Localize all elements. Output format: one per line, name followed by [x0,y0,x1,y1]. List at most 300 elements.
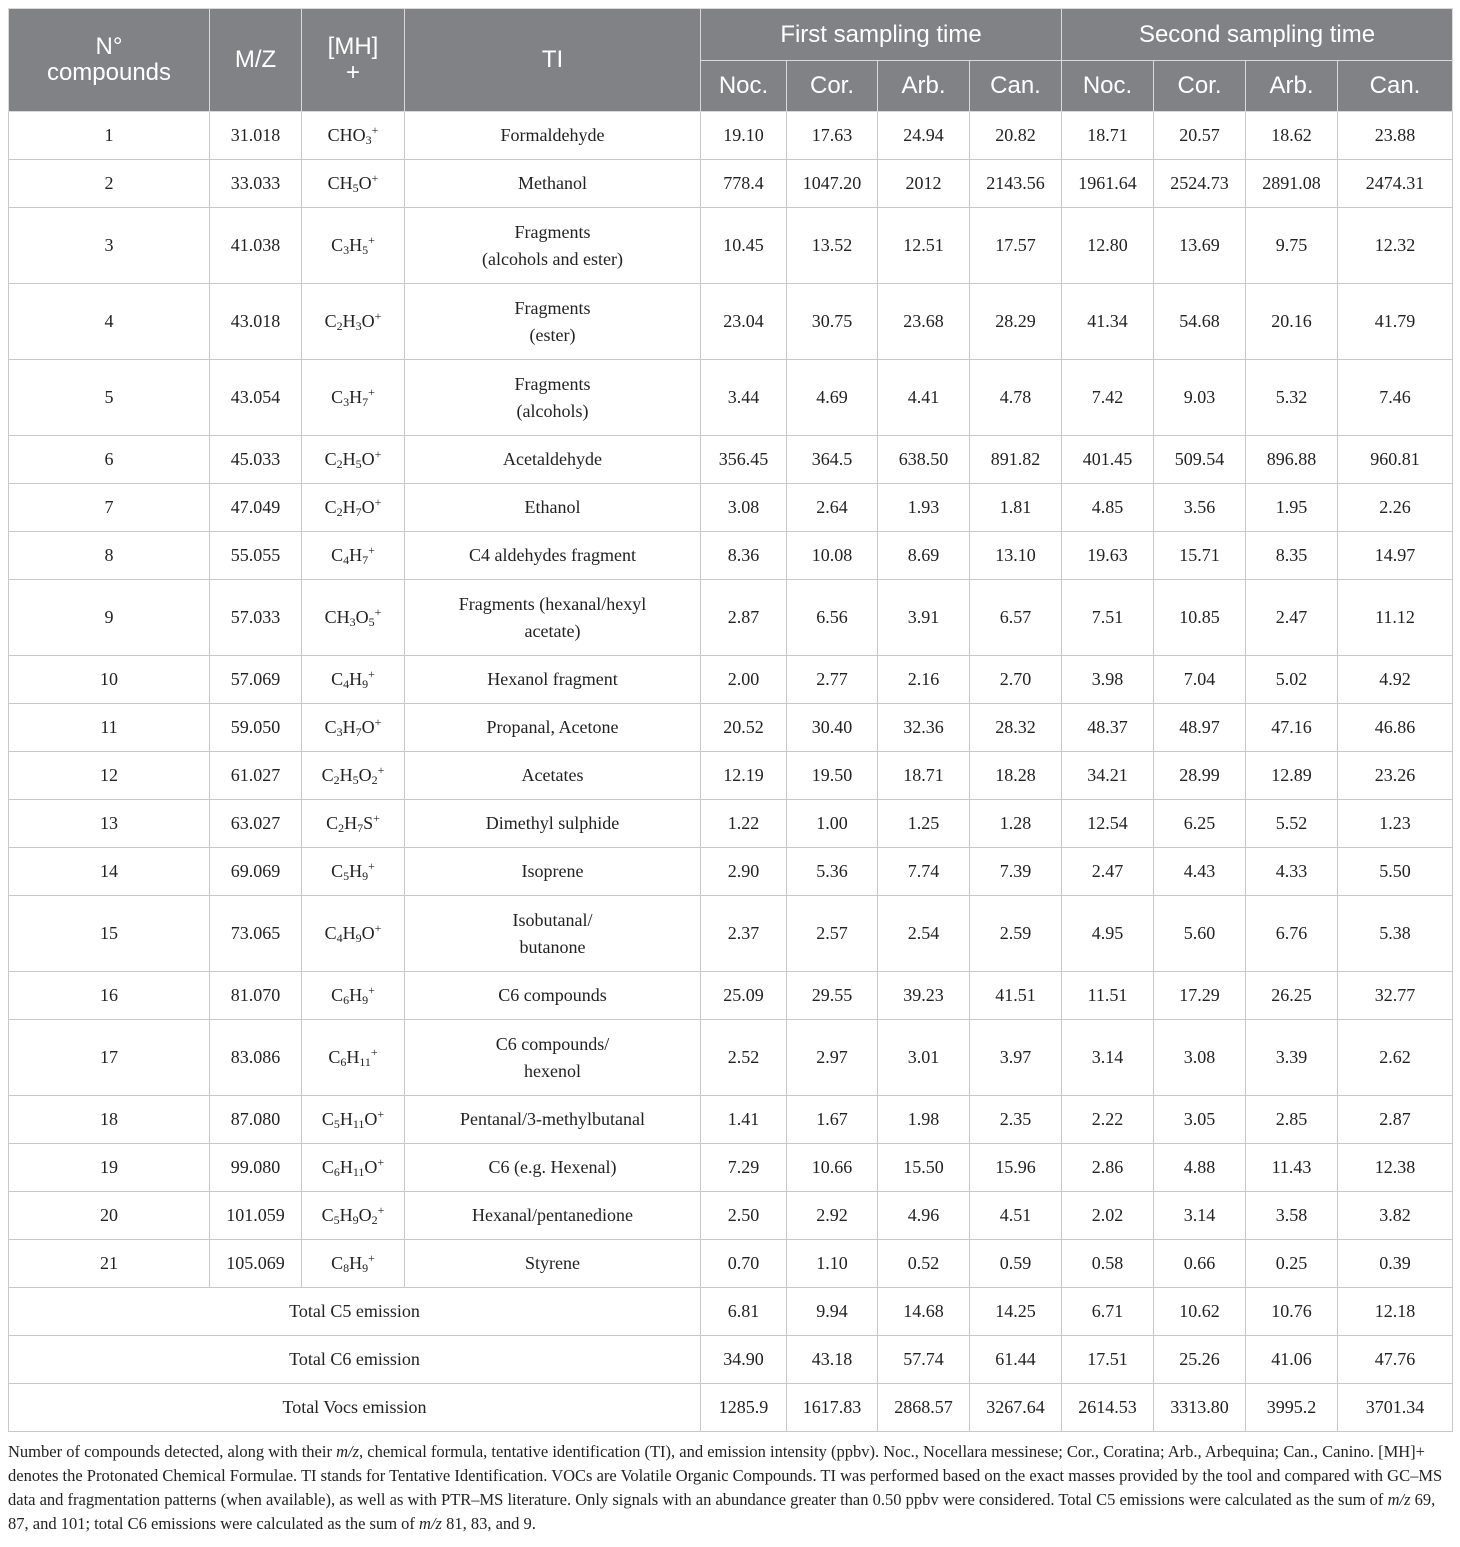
formula-charge: + [368,667,375,681]
emission-value-cell: 4.95 [1062,896,1154,972]
total-value-cell: 3995.2 [1246,1384,1338,1432]
table-row [9,532,1453,580]
formula-part: C [331,669,344,689]
emission-value-cell: 20.82 [970,112,1062,160]
emission-value-cell: 2524.73 [1154,160,1246,208]
formula-part: H [342,449,356,469]
header-cultivar: Noc. [1062,61,1154,112]
emission-value-cell: 17.63 [787,112,878,160]
emission-value-cell: 1.98 [878,1096,970,1144]
table-row [9,972,1453,1020]
mz-cell: 69.069 [210,848,302,896]
footnote-text: , chemical formula, tentative identification (TI), and emission intensity (ppbv). Noc., Nocellara messinese; Cor., Coratina; Arb., Arbequina; Can., Canino. [MH]+ denotes the Protonated Chemical Formulae. TI stands for Tentative Identification. VOCs are Volatile Organic Compounds. TI was performed based on the exact masses provided by the tool and compared with GC–MS data and fragmentation patterns (when available), as well as with PTR–MS literature. Only signals with an abundance greater than 0.50 ppbv were considered. Total C5 emissions were calculated as the sum of [8,1442,1443,1509]
formula-part: H [339,1205,353,1225]
ti-line: Propanal, Acetone [486,717,619,737]
header-cultivar: Cor. [787,61,878,112]
emission-value-cell: 12.80 [1062,208,1154,284]
emission-value-cell: 5.02 [1246,656,1338,704]
formula-part: C [324,923,337,943]
mz-cell: 33.033 [210,160,302,208]
ti-cell [405,580,701,656]
formula-part: H [339,1109,353,1129]
table-row [9,656,1453,704]
table-row [9,436,1453,484]
emission-value-cell: 3.58 [1246,1192,1338,1240]
emission-value-cell: 39.23 [878,972,970,1020]
formula-charge: + [374,447,382,461]
emission-value-cell: 3.82 [1338,1192,1453,1240]
emission-value-cell: 4.78 [970,360,1062,436]
emission-value-cell: 26.25 [1246,972,1338,1020]
ti-cell [405,160,701,208]
mz-cell: 55.055 [210,532,302,580]
formula-subscript: 5 [368,615,375,629]
emission-value-cell: 891.82 [970,436,1062,484]
emission-value-cell: 2.54 [878,896,970,972]
formula-subscript: 2 [371,773,378,787]
emission-value-cell: 15.96 [970,1144,1062,1192]
mz-cell: 99.080 [210,1144,302,1192]
emission-value-cell: 23.04 [701,284,787,360]
emission-value-cell: 18.28 [970,752,1062,800]
formula-cell [302,484,405,532]
compound-number-cell: 12 [9,752,210,800]
mz-cell: 43.054 [210,360,302,436]
emission-value-cell: 2.90 [701,848,787,896]
formula-part: C [331,545,344,565]
total-value-cell: 3701.34 [1338,1384,1453,1432]
formula-part: C [331,985,344,1005]
total-value-cell: 14.68 [878,1288,970,1336]
emission-value-cell: 41.51 [970,972,1062,1020]
footnote-italic: m/z [1387,1490,1411,1509]
emission-value-cell: 10.08 [787,532,878,580]
formula-cell [302,1096,405,1144]
emission-value-cell: 23.88 [1338,112,1453,160]
formula-part: C [331,861,344,881]
formula-part: O [361,923,375,943]
formula-subscript: 9 [362,869,369,883]
total-label: Total Vocs emission [9,1384,701,1432]
table-header [9,9,1453,112]
ti-cell [405,656,701,704]
formula-subscript: 7 [362,395,369,409]
ti-cell [405,1192,701,1240]
ti-line: Styrene [525,1253,580,1273]
mz-cell: 59.050 [210,704,302,752]
emission-value-cell: 3.08 [701,484,787,532]
total-value-cell: 12.18 [1338,1288,1453,1336]
total-value-cell: 25.26 [1154,1336,1246,1384]
formula-part: C [321,765,334,785]
emission-value-cell: 2.22 [1062,1096,1154,1144]
ti-line: Methanol [518,173,587,193]
formula-part: H [346,1047,360,1067]
compound-number-cell: 1 [9,112,210,160]
emission-value-cell: 23.68 [878,284,970,360]
emission-value-cell: 2891.08 [1246,160,1338,208]
formula-subscript: 7 [362,553,369,567]
ti-cell [405,112,701,160]
formula-charge: + [377,763,385,777]
emission-value-cell: 8.69 [878,532,970,580]
table-row [9,1144,1453,1192]
emission-value-cell: 2.50 [701,1192,787,1240]
ti-cell [405,896,701,972]
formula-charge: + [377,1107,385,1121]
total-value-cell: 14.25 [970,1288,1062,1336]
emission-value-cell: 2.62 [1338,1020,1453,1096]
emission-value-cell: 9.03 [1154,360,1246,436]
total-value-cell: 1285.9 [701,1384,787,1432]
total-value-cell: 17.51 [1062,1336,1154,1384]
formula-subscript: 5 [352,181,359,195]
emission-value-cell: 4.92 [1338,656,1453,704]
header-first-sampling: First sampling time [701,9,1062,61]
header-cultivar: Can. [1338,61,1453,112]
formula-subscript: 5 [343,869,350,883]
formula-charge: + [368,1251,375,1265]
emission-value-cell: 6.76 [1246,896,1338,972]
formula-subscript: 3 [365,133,372,147]
formula-part: H [344,813,358,833]
emission-value-cell: 46.86 [1338,704,1453,752]
ti-line: Pentanal/3-methylbutanal [460,1109,645,1129]
formula-cell [302,656,405,704]
emission-value-cell: 48.97 [1154,704,1246,752]
emission-value-cell: 1.95 [1246,484,1338,532]
formula-cell [302,1020,405,1096]
header-ti: TI [405,9,701,112]
mz-cell: 43.018 [210,284,302,360]
total-value-cell: 6.71 [1062,1288,1154,1336]
formula-charge: + [370,1045,378,1059]
emission-value-cell: 3.98 [1062,656,1154,704]
emission-value-cell: 11.51 [1062,972,1154,1020]
ti-cell [405,532,701,580]
ti-cell [405,800,701,848]
emission-value-cell: 1.00 [787,800,878,848]
emission-value-cell: 3.91 [878,580,970,656]
formula-cell [302,160,405,208]
ti-cell [405,208,701,284]
mz-cell: 57.033 [210,580,302,656]
compound-number-cell: 17 [9,1020,210,1096]
formula-charge: + [377,1155,385,1169]
emission-value-cell: 7.74 [878,848,970,896]
emission-value-cell: 7.39 [970,848,1062,896]
formula-subscript: 4 [343,553,350,567]
emission-value-cell: 401.45 [1062,436,1154,484]
mz-cell: 105.069 [210,1240,302,1288]
ti-line: (ester) [529,324,576,345]
table-row [9,360,1453,436]
emission-value-cell: 2.47 [1062,848,1154,896]
emission-value-cell: 6.56 [787,580,878,656]
formula-part: H [342,923,356,943]
emission-value-cell: 1.81 [970,484,1062,532]
total-value-cell: 2614.53 [1062,1384,1154,1432]
formula-subscript: 2 [333,773,340,787]
ti-cell [405,848,701,896]
emission-value-cell: 32.77 [1338,972,1453,1020]
compound-number-cell: 3 [9,208,210,284]
emission-value-cell: 34.21 [1062,752,1154,800]
emission-value-cell: 7.51 [1062,580,1154,656]
formula-charge: + [368,385,375,399]
formula-part: C [326,813,339,833]
formula-subscript: 3 [343,243,350,257]
ti-cell [405,972,701,1020]
compound-number-cell: 13 [9,800,210,848]
header-mh: [MH] + [302,9,405,112]
formula-charge: + [374,495,382,509]
emission-value-cell: 4.88 [1154,1144,1246,1192]
emission-value-cell: 2.77 [787,656,878,704]
formula-subscript: 11 [352,1165,365,1179]
ti-line: Hexanal/pentanedione [472,1205,633,1225]
ti-line: C6 (e.g. Hexenal) [488,1157,617,1177]
header-cultivar: Arb. [1246,61,1338,112]
mz-cell: 87.080 [210,1096,302,1144]
ti-line: C6 compounds/ [495,1033,610,1054]
compound-number-cell: 18 [9,1096,210,1144]
voc-table [8,8,1453,1432]
emission-value-cell: 30.75 [787,284,878,360]
emission-value-cell: 7.42 [1062,360,1154,436]
formula-part: H [339,765,353,785]
formula-part: O [361,311,375,331]
ti-line: C6 compounds [498,985,607,1005]
ti-line: Ethanol [524,497,581,517]
formula-part: C [321,1205,334,1225]
formula-cell [302,208,405,284]
formula-subscript: 4 [343,677,350,691]
emission-value-cell: 17.29 [1154,972,1246,1020]
formula-subscript: 7 [355,505,362,519]
ti-line: (alcohols) [516,400,589,421]
formula-charge: + [371,123,379,137]
ti-line: Hexanol fragment [487,669,618,689]
ti-cell [405,284,701,360]
formula-subscript: 9 [355,931,362,945]
ti-line: Formaldehyde [500,125,605,145]
emission-value-cell: 47.16 [1246,704,1338,752]
formula-part: C [328,1047,341,1067]
mz-cell: 57.069 [210,656,302,704]
mz-cell: 47.049 [210,484,302,532]
formula-subscript: 3 [349,615,356,629]
emission-value-cell: 7.29 [701,1144,787,1192]
emission-value-cell: 2143.56 [970,160,1062,208]
mz-cell: 61.027 [210,752,302,800]
compound-number-cell: 9 [9,580,210,656]
formula-charge: + [368,543,375,557]
total-value-cell: 6.81 [701,1288,787,1336]
emission-value-cell: 3.97 [970,1020,1062,1096]
table-row [9,160,1453,208]
emission-value-cell: 14.97 [1338,532,1453,580]
ti-line: hexenol [524,1060,581,1081]
formula-charge: + [371,171,379,185]
emission-value-cell: 2.26 [1338,484,1453,532]
compound-number-cell: 20 [9,1192,210,1240]
emission-value-cell: 3.08 [1154,1020,1246,1096]
emission-value-cell: 8.36 [701,532,787,580]
emission-value-cell: 2.70 [970,656,1062,704]
formula-subscript: 5 [355,457,362,471]
emission-value-cell: 364.5 [787,436,878,484]
emission-value-cell: 0.66 [1154,1240,1246,1288]
formula-charge: + [368,859,375,873]
ti-line: Fragments [514,297,591,318]
ti-line: butanone [519,936,586,957]
emission-value-cell: 4.85 [1062,484,1154,532]
formula-cell [302,1144,405,1192]
total-label: Total C5 emission [9,1288,701,1336]
emission-value-cell: 28.99 [1154,752,1246,800]
formula-subscript: 3 [336,725,343,739]
formula-subscript: 2 [336,457,343,471]
emission-value-cell: 15.50 [878,1144,970,1192]
ti-cell [405,1020,701,1096]
total-value-cell: 3267.64 [970,1384,1062,1432]
ti-cell [405,360,701,436]
emission-value-cell: 4.33 [1246,848,1338,896]
formula-part: H [339,1157,353,1177]
formula-subscript: 9 [362,1261,369,1275]
header-cultivar: Cor. [1154,61,1246,112]
emission-value-cell: 11.12 [1338,580,1453,656]
total-value-cell: 61.44 [970,1336,1062,1384]
formula-charge: + [368,233,375,247]
total-value-cell: 10.62 [1154,1288,1246,1336]
ti-cell [405,436,701,484]
total-row [9,1384,1453,1432]
formula-cell [302,1192,405,1240]
emission-value-cell: 24.94 [878,112,970,160]
emission-value-cell: 4.51 [970,1192,1062,1240]
emission-value-cell: 778.4 [701,160,787,208]
formula-cell [302,284,405,360]
formula-part: O [361,449,375,469]
emission-value-cell: 2.87 [701,580,787,656]
ti-cell [405,704,701,752]
formula-subscript: 11 [359,1055,371,1069]
mz-cell: 101.059 [210,1192,302,1240]
formula-part: H [349,387,363,407]
header-cultivar: Noc. [701,61,787,112]
formula-part: S [363,813,374,833]
formula-part: H [342,311,356,331]
emission-value-cell: 2.47 [1246,580,1338,656]
formula-part: O [358,765,372,785]
emission-value-cell: 10.85 [1154,580,1246,656]
table-footnote [8,1440,1452,1536]
emission-value-cell: 0.58 [1062,1240,1154,1288]
emission-value-cell: 0.52 [878,1240,970,1288]
total-value-cell: 3313.80 [1154,1384,1246,1432]
formula-part: CH [327,173,353,193]
emission-value-cell: 2.92 [787,1192,878,1240]
formula-cell [302,896,405,972]
emission-value-cell: 54.68 [1154,284,1246,360]
emission-value-cell: 2.16 [878,656,970,704]
header-mz: M/Z [210,9,302,112]
emission-value-cell: 0.70 [701,1240,787,1288]
ti-cell [405,752,701,800]
emission-value-cell: 5.36 [787,848,878,896]
formula-cell [302,360,405,436]
total-row [9,1336,1453,1384]
total-value-cell: 9.94 [787,1288,878,1336]
formula-part: O [358,173,372,193]
formula-cell [302,752,405,800]
emission-value-cell: 1.41 [701,1096,787,1144]
formula-subscript: 7 [357,821,364,835]
emission-value-cell: 2.37 [701,896,787,972]
emission-value-cell: 30.40 [787,704,878,752]
formula-cell [302,436,405,484]
formula-part: CH [324,607,350,627]
formula-cell [302,532,405,580]
total-value-cell: 47.76 [1338,1336,1453,1384]
emission-value-cell: 5.60 [1154,896,1246,972]
ti-cell [405,1144,701,1192]
emission-value-cell: 2474.31 [1338,160,1453,208]
emission-value-cell: 2.86 [1062,1144,1154,1192]
emission-value-cell: 19.63 [1062,532,1154,580]
formula-subscript: 3 [355,319,362,333]
emission-value-cell: 2.52 [701,1020,787,1096]
table-container [8,8,1452,1536]
table-row [9,704,1453,752]
emission-value-cell: 1.67 [787,1096,878,1144]
formula-part: H [349,235,363,255]
emission-value-cell: 2.87 [1338,1096,1453,1144]
formula-subscript: 5 [333,1117,340,1131]
table-row [9,1096,1453,1144]
emission-value-cell: 2012 [878,160,970,208]
table-row [9,848,1453,896]
mz-cell: 63.027 [210,800,302,848]
emission-value-cell: 8.35 [1246,532,1338,580]
emission-value-cell: 2.85 [1246,1096,1338,1144]
formula-part: O [358,1205,372,1225]
emission-value-cell: 4.96 [878,1192,970,1240]
emission-value-cell: 29.55 [787,972,878,1020]
compound-number-cell: 6 [9,436,210,484]
emission-value-cell: 13.10 [970,532,1062,580]
formula-subscript: 9 [362,677,369,691]
ti-line: Acetaldehyde [503,449,602,469]
formula-part: C [324,717,337,737]
formula-cell [302,800,405,848]
emission-value-cell: 1.23 [1338,800,1453,848]
emission-value-cell: 3.01 [878,1020,970,1096]
formula-subscript: 11 [352,1117,365,1131]
formula-part: H [342,717,356,737]
emission-value-cell: 18.71 [1062,112,1154,160]
compound-number-cell: 7 [9,484,210,532]
formula-subscript: 4 [336,931,343,945]
formula-charge: + [374,605,382,619]
formula-cell [302,1240,405,1288]
emission-value-cell: 12.51 [878,208,970,284]
table-row [9,800,1453,848]
formula-subscript: 5 [333,1213,340,1227]
formula-part: CHO [327,125,366,145]
